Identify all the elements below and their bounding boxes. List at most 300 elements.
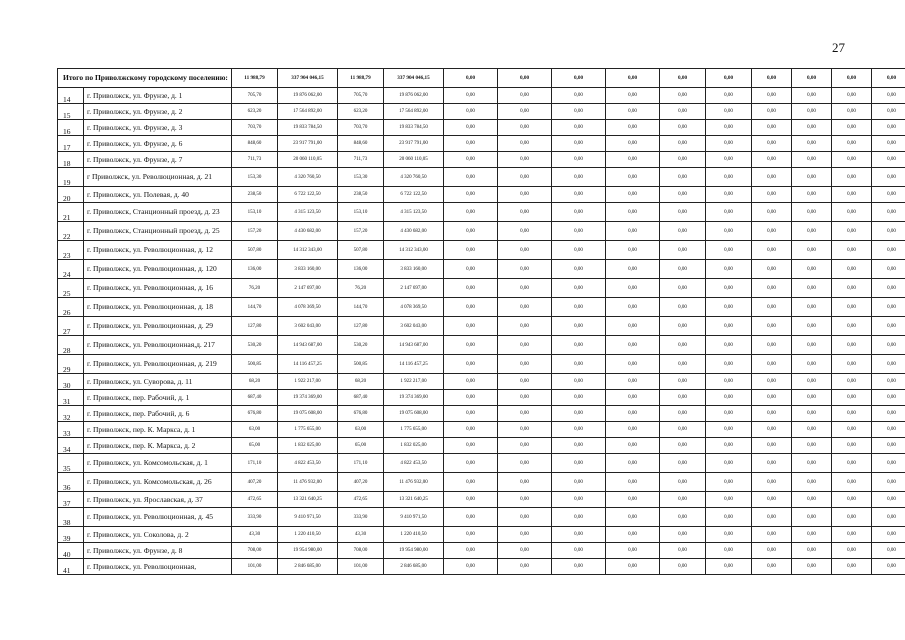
row-zero-cell: 0,00 [660, 355, 706, 374]
row-zero-cell: 0,00 [752, 222, 792, 241]
row-number: 29 [58, 355, 84, 374]
row-zero-cell: 0,00 [552, 241, 606, 260]
row-zero-cell: 0,00 [606, 454, 660, 473]
row-zero-cell: 0,00 [706, 559, 752, 575]
row-zero-cell: 0,00 [660, 120, 706, 136]
row-zero-cell: 0,00 [606, 241, 660, 260]
row-zero-cell: 0,00 [498, 527, 552, 543]
total-cell: 0,00 [872, 69, 905, 88]
row-zero-cell: 0,00 [832, 120, 872, 136]
row-area-repeat: 472,65 [338, 492, 384, 508]
total-cell: 0,00 [444, 69, 498, 88]
row-zero-cell: 0,00 [660, 336, 706, 355]
row-area-repeat: 687,40 [338, 390, 384, 406]
row-cost: 4 822 453,50 [278, 454, 338, 473]
row-zero-cell: 0,00 [498, 355, 552, 374]
row-number: 34 [58, 438, 84, 454]
table-row [58, 104, 905, 120]
row-number: 27 [58, 317, 84, 336]
row-zero-cell: 0,00 [706, 473, 752, 492]
row-zero-cell: 0,00 [606, 168, 660, 187]
row-area: 153,30 [232, 168, 278, 187]
row-zero-cell: 0,00 [872, 104, 905, 120]
row-zero-cell: 0,00 [660, 241, 706, 260]
row-zero-cell: 0,00 [832, 406, 872, 422]
row-zero-cell: 0,00 [498, 222, 552, 241]
table-row [58, 527, 905, 543]
table-row [58, 422, 905, 438]
row-area-repeat: 171,10 [338, 454, 384, 473]
row-number: 14 [58, 88, 84, 104]
row-zero-cell: 0,00 [660, 559, 706, 575]
row-zero-cell: 0,00 [606, 492, 660, 508]
row-zero-cell: 0,00 [752, 279, 792, 298]
row-zero-cell: 0,00 [444, 241, 498, 260]
row-zero-cell: 0,00 [832, 88, 872, 104]
row-zero-cell: 0,00 [752, 336, 792, 355]
row-area: 708,00 [232, 543, 278, 559]
row-number: 32 [58, 406, 84, 422]
row-cost-repeat: 19 876 062,00 [384, 88, 444, 104]
row-area: 500,85 [232, 355, 278, 374]
row-zero-cell: 0,00 [444, 492, 498, 508]
table-row [58, 390, 905, 406]
row-number: 21 [58, 203, 84, 222]
row-zero-cell: 0,00 [444, 543, 498, 559]
row-zero-cell: 0,00 [444, 88, 498, 104]
row-address: г. Приволжск, ул. Революционная, д. 16 [84, 279, 232, 298]
row-zero-cell: 0,00 [552, 152, 606, 168]
table-row [58, 187, 905, 203]
row-zero-cell: 0,00 [498, 406, 552, 422]
row-zero-cell: 0,00 [552, 88, 606, 104]
total-cell: 0,00 [832, 69, 872, 88]
row-address: г. Приволжск, пер. К. Маркса, д. 2 [84, 438, 232, 454]
total-cell: 11 988,79 [232, 69, 278, 88]
row-zero-cell: 0,00 [832, 203, 872, 222]
row-address: г Приволжск, ул. Революционная, д. 21 [84, 168, 232, 187]
table-row [58, 136, 905, 152]
row-zero-cell: 0,00 [606, 374, 660, 390]
row-number: 36 [58, 473, 84, 492]
row-zero-cell: 0,00 [792, 422, 832, 438]
row-zero-cell: 0,00 [552, 298, 606, 317]
table-row [58, 543, 905, 559]
row-zero-cell: 0,00 [752, 88, 792, 104]
row-number: 17 [58, 136, 84, 152]
row-zero-cell: 0,00 [606, 527, 660, 543]
row-zero-cell: 0,00 [552, 390, 606, 406]
row-zero-cell: 0,00 [552, 136, 606, 152]
row-zero-cell: 0,00 [660, 508, 706, 527]
row-cost-repeat: 3 602 043,00 [384, 317, 444, 336]
row-cost-repeat: 4 430 682,00 [384, 222, 444, 241]
row-zero-cell: 0,00 [660, 203, 706, 222]
row-cost-repeat: 4 315 123,50 [384, 203, 444, 222]
row-zero-cell: 0,00 [660, 279, 706, 298]
row-cost-repeat: 19 075 608,00 [384, 406, 444, 422]
row-zero-cell: 0,00 [872, 492, 905, 508]
row-zero-cell: 0,00 [832, 374, 872, 390]
row-zero-cell: 0,00 [706, 298, 752, 317]
row-zero-cell: 0,00 [792, 88, 832, 104]
row-cost-repeat: 14 312 343,00 [384, 241, 444, 260]
row-zero-cell: 0,00 [832, 104, 872, 120]
row-zero-cell: 0,00 [832, 422, 872, 438]
row-zero-cell: 0,00 [792, 120, 832, 136]
row-zero-cell: 0,00 [752, 241, 792, 260]
row-zero-cell: 0,00 [444, 438, 498, 454]
row-zero-cell: 0,00 [792, 222, 832, 241]
row-zero-cell: 0,00 [832, 168, 872, 187]
row-zero-cell: 0,00 [552, 187, 606, 203]
row-number: 23 [58, 241, 84, 260]
row-zero-cell: 0,00 [832, 492, 872, 508]
row-zero-cell: 0,00 [606, 279, 660, 298]
row-zero-cell: 0,00 [660, 543, 706, 559]
row-cost-repeat: 14 116 457,25 [384, 355, 444, 374]
row-zero-cell: 0,00 [706, 187, 752, 203]
row-area-repeat: 507,80 [338, 241, 384, 260]
row-zero-cell: 0,00 [444, 152, 498, 168]
row-address: г. Приволжск, пер. К. Маркса, д. 1 [84, 422, 232, 438]
row-zero-cell: 0,00 [498, 438, 552, 454]
row-zero-cell: 0,00 [498, 120, 552, 136]
row-zero-cell: 0,00 [872, 317, 905, 336]
row-zero-cell: 0,00 [444, 120, 498, 136]
row-zero-cell: 0,00 [606, 222, 660, 241]
row-cost: 17 564 892,00 [278, 104, 338, 120]
table-row [58, 168, 905, 187]
row-zero-cell: 0,00 [792, 152, 832, 168]
row-area-repeat: 703,70 [338, 120, 384, 136]
row-zero-cell: 0,00 [706, 203, 752, 222]
row-zero-cell: 0,00 [606, 422, 660, 438]
row-area-repeat: 136,00 [338, 260, 384, 279]
row-area-repeat: 63,00 [338, 422, 384, 438]
row-address: г. Приволжск, ул. Революционная, д. 29 [84, 317, 232, 336]
row-zero-cell: 0,00 [752, 355, 792, 374]
row-number: 25 [58, 279, 84, 298]
row-zero-cell: 0,00 [832, 438, 872, 454]
row-cost: 19 833 784,50 [278, 120, 338, 136]
row-address: г. Приволжск, ул. Революционная,д. 217 [84, 336, 232, 355]
row-zero-cell: 0,00 [552, 473, 606, 492]
row-zero-cell: 0,00 [706, 355, 752, 374]
total-cell: 337 904 046,15 [384, 69, 444, 88]
row-zero-cell: 0,00 [872, 355, 905, 374]
row-cost: 20 060 110,05 [278, 152, 338, 168]
table-row [58, 203, 905, 222]
row-cost: 1 832 025,00 [278, 438, 338, 454]
row-area-repeat: 65,00 [338, 438, 384, 454]
row-zero-cell: 0,00 [752, 168, 792, 187]
row-zero-cell: 0,00 [606, 298, 660, 317]
row-zero-cell: 0,00 [832, 527, 872, 543]
row-zero-cell: 0,00 [872, 222, 905, 241]
table-row [58, 438, 905, 454]
row-number: 26 [58, 298, 84, 317]
row-area: 703,70 [232, 120, 278, 136]
row-zero-cell: 0,00 [872, 152, 905, 168]
row-zero-cell: 0,00 [498, 492, 552, 508]
row-zero-cell: 0,00 [552, 406, 606, 422]
row-zero-cell: 0,00 [706, 241, 752, 260]
row-area: 711,73 [232, 152, 278, 168]
row-zero-cell: 0,00 [706, 317, 752, 336]
table-row [58, 260, 905, 279]
row-area-repeat: 676,80 [338, 406, 384, 422]
row-zero-cell: 0,00 [606, 406, 660, 422]
table-row [58, 152, 905, 168]
row-cost-repeat: 1 775 655,00 [384, 422, 444, 438]
row-zero-cell: 0,00 [792, 260, 832, 279]
row-zero-cell: 0,00 [444, 336, 498, 355]
row-zero-cell: 0,00 [792, 241, 832, 260]
row-address: г. Приволжск, ул. Революционная, д. 45 [84, 508, 232, 527]
row-zero-cell: 0,00 [552, 222, 606, 241]
row-cost-repeat: 2 846 685,00 [384, 559, 444, 575]
row-zero-cell: 0,00 [444, 355, 498, 374]
row-zero-cell: 0,00 [872, 298, 905, 317]
row-zero-cell: 0,00 [552, 527, 606, 543]
row-cost: 2 846 685,00 [278, 559, 338, 575]
row-address: г. Приволжск, ул. Фрунзе, д. 1 [84, 88, 232, 104]
row-address: г. Приволжск, ул. Фрунзе, д. 6 [84, 136, 232, 152]
row-cost: 14 312 343,00 [278, 241, 338, 260]
row-zero-cell: 0,00 [606, 317, 660, 336]
row-zero-cell: 0,00 [444, 454, 498, 473]
row-zero-cell: 0,00 [752, 438, 792, 454]
row-zero-cell: 0,00 [498, 136, 552, 152]
row-area: 238,50 [232, 187, 278, 203]
row-cost: 4 430 682,00 [278, 222, 338, 241]
row-zero-cell: 0,00 [792, 168, 832, 187]
row-zero-cell: 0,00 [752, 120, 792, 136]
row-zero-cell: 0,00 [706, 88, 752, 104]
row-zero-cell: 0,00 [792, 317, 832, 336]
row-zero-cell: 0,00 [792, 508, 832, 527]
row-area-repeat: 43,30 [338, 527, 384, 543]
row-address: г. Приволжск, ул. Революционная, д. 219 [84, 355, 232, 374]
row-area-repeat: 623,20 [338, 104, 384, 120]
row-area: 101,00 [232, 559, 278, 575]
row-zero-cell: 0,00 [872, 120, 905, 136]
row-zero-cell: 0,00 [498, 454, 552, 473]
row-cost-repeat: 11 476 932,00 [384, 473, 444, 492]
row-zero-cell: 0,00 [752, 422, 792, 438]
row-zero-cell: 0,00 [752, 298, 792, 317]
row-zero-cell: 0,00 [752, 543, 792, 559]
row-address: г. Приволжск, ул. Революционная, д. 18 [84, 298, 232, 317]
row-zero-cell: 0,00 [552, 559, 606, 575]
row-zero-cell: 0,00 [706, 104, 752, 120]
row-area-repeat: 153,30 [338, 168, 384, 187]
row-zero-cell: 0,00 [444, 374, 498, 390]
row-zero-cell: 0,00 [552, 336, 606, 355]
table-row [58, 120, 905, 136]
row-cost: 3 602 043,00 [278, 317, 338, 336]
row-cost: 4 320 760,50 [278, 168, 338, 187]
row-zero-cell: 0,00 [792, 492, 832, 508]
row-area: 63,00 [232, 422, 278, 438]
row-zero-cell: 0,00 [872, 559, 905, 575]
row-cost-repeat: 1 220 410,50 [384, 527, 444, 543]
row-zero-cell: 0,00 [792, 203, 832, 222]
row-cost: 1 922 217,00 [278, 374, 338, 390]
row-cost: 2 147 697,00 [278, 279, 338, 298]
row-cost: 9 410 971,50 [278, 508, 338, 527]
row-area-repeat: 333,90 [338, 508, 384, 527]
row-zero-cell: 0,00 [752, 203, 792, 222]
row-zero-cell: 0,00 [872, 473, 905, 492]
row-zero-cell: 0,00 [752, 104, 792, 120]
row-area: 43,30 [232, 527, 278, 543]
row-zero-cell: 0,00 [832, 336, 872, 355]
row-zero-cell: 0,00 [872, 279, 905, 298]
table-row [58, 88, 905, 104]
row-zero-cell: 0,00 [498, 336, 552, 355]
row-zero-cell: 0,00 [660, 454, 706, 473]
row-address: г. Приволжск, ул. Полевая, д. 40 [84, 187, 232, 203]
row-zero-cell: 0,00 [752, 136, 792, 152]
row-zero-cell: 0,00 [660, 260, 706, 279]
row-zero-cell: 0,00 [832, 241, 872, 260]
row-zero-cell: 0,00 [552, 203, 606, 222]
row-zero-cell: 0,00 [660, 88, 706, 104]
row-zero-cell: 0,00 [552, 492, 606, 508]
row-zero-cell: 0,00 [872, 508, 905, 527]
row-zero-cell: 0,00 [706, 374, 752, 390]
row-cost: 19 374 369,00 [278, 390, 338, 406]
row-number: 24 [58, 260, 84, 279]
row-cost: 11 476 932,00 [278, 473, 338, 492]
row-zero-cell: 0,00 [792, 454, 832, 473]
row-cost-repeat: 19 833 784,50 [384, 120, 444, 136]
row-zero-cell: 0,00 [444, 260, 498, 279]
row-cost-repeat: 20 060 110,05 [384, 152, 444, 168]
row-number: 19 [58, 168, 84, 187]
row-cost-repeat: 9 410 971,50 [384, 508, 444, 527]
row-cost-repeat: 23 917 791,00 [384, 136, 444, 152]
row-zero-cell: 0,00 [444, 104, 498, 120]
row-zero-cell: 0,00 [444, 527, 498, 543]
row-cost-repeat: 4 320 760,50 [384, 168, 444, 187]
row-zero-cell: 0,00 [792, 136, 832, 152]
row-zero-cell: 0,00 [498, 168, 552, 187]
row-zero-cell: 0,00 [706, 120, 752, 136]
row-zero-cell: 0,00 [444, 279, 498, 298]
table-row [58, 508, 905, 527]
total-row [58, 69, 905, 88]
row-zero-cell: 0,00 [552, 374, 606, 390]
row-zero-cell: 0,00 [606, 152, 660, 168]
row-zero-cell: 0,00 [872, 241, 905, 260]
row-cost: 19 075 608,00 [278, 406, 338, 422]
row-zero-cell: 0,00 [832, 152, 872, 168]
row-zero-cell: 0,00 [552, 317, 606, 336]
row-number: 38 [58, 508, 84, 527]
total-cell: 0,00 [660, 69, 706, 88]
row-area: 65,00 [232, 438, 278, 454]
row-zero-cell: 0,00 [444, 136, 498, 152]
row-zero-cell: 0,00 [752, 508, 792, 527]
row-zero-cell: 0,00 [498, 203, 552, 222]
row-number: 35 [58, 454, 84, 473]
row-zero-cell: 0,00 [752, 390, 792, 406]
row-zero-cell: 0,00 [552, 438, 606, 454]
row-zero-cell: 0,00 [832, 279, 872, 298]
row-cost: 6 722 122,50 [278, 187, 338, 203]
row-address: г. Приволжск, ул. Революционная, д. 12 [84, 241, 232, 260]
row-zero-cell: 0,00 [832, 559, 872, 575]
row-zero-cell: 0,00 [660, 473, 706, 492]
row-number: 20 [58, 187, 84, 203]
row-number: 37 [58, 492, 84, 508]
row-area-repeat: 848,60 [338, 136, 384, 152]
row-zero-cell: 0,00 [792, 406, 832, 422]
table-row [58, 473, 905, 492]
table-row [58, 492, 905, 508]
total-cell: 11 988,79 [338, 69, 384, 88]
row-zero-cell: 0,00 [444, 473, 498, 492]
row-zero-cell: 0,00 [872, 527, 905, 543]
row-zero-cell: 0,00 [706, 260, 752, 279]
total-cell: 0,00 [606, 69, 660, 88]
row-zero-cell: 0,00 [552, 279, 606, 298]
row-zero-cell: 0,00 [872, 390, 905, 406]
row-zero-cell: 0,00 [552, 120, 606, 136]
row-zero-cell: 0,00 [606, 336, 660, 355]
row-zero-cell: 0,00 [606, 508, 660, 527]
row-zero-cell: 0,00 [660, 152, 706, 168]
row-zero-cell: 0,00 [444, 390, 498, 406]
row-area-repeat: 68,20 [338, 374, 384, 390]
row-zero-cell: 0,00 [792, 336, 832, 355]
row-area: 76,20 [232, 279, 278, 298]
row-area: 153,10 [232, 203, 278, 222]
row-cost: 13 321 640,25 [278, 492, 338, 508]
row-zero-cell: 0,00 [606, 104, 660, 120]
row-address: г. Приволжск, ул. Соколова, д. 2 [84, 527, 232, 543]
row-zero-cell: 0,00 [832, 454, 872, 473]
row-zero-cell: 0,00 [444, 298, 498, 317]
row-cost-repeat: 13 321 640,25 [384, 492, 444, 508]
row-cost-repeat: 1 922 217,00 [384, 374, 444, 390]
row-zero-cell: 0,00 [552, 260, 606, 279]
row-zero-cell: 0,00 [832, 187, 872, 203]
row-zero-cell: 0,00 [832, 136, 872, 152]
row-number: 39 [58, 527, 84, 543]
row-zero-cell: 0,00 [706, 279, 752, 298]
row-area: 848,60 [232, 136, 278, 152]
row-zero-cell: 0,00 [792, 187, 832, 203]
row-zero-cell: 0,00 [498, 317, 552, 336]
row-zero-cell: 0,00 [606, 187, 660, 203]
row-area: 507,80 [232, 241, 278, 260]
row-zero-cell: 0,00 [706, 406, 752, 422]
row-zero-cell: 0,00 [752, 317, 792, 336]
row-zero-cell: 0,00 [872, 406, 905, 422]
row-zero-cell: 0,00 [498, 241, 552, 260]
row-zero-cell: 0,00 [498, 374, 552, 390]
table-row [58, 279, 905, 298]
row-cost-repeat: 14 943 687,00 [384, 336, 444, 355]
row-zero-cell: 0,00 [792, 279, 832, 298]
row-zero-cell: 0,00 [444, 508, 498, 527]
table-row [58, 298, 905, 317]
row-area-repeat: 144,70 [338, 298, 384, 317]
